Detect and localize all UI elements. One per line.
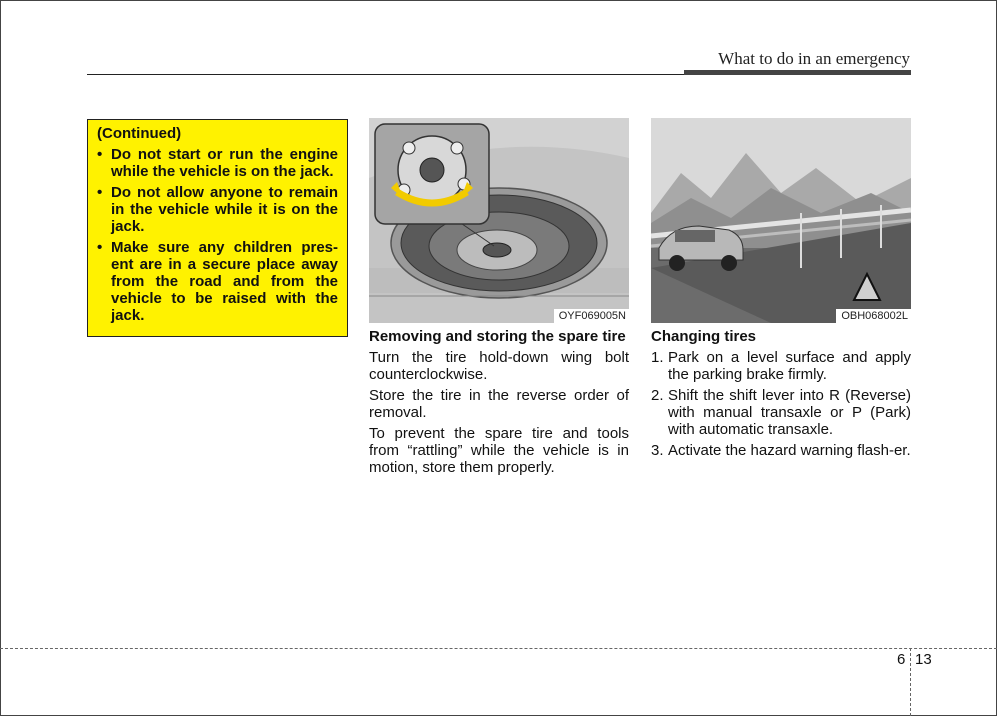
chapter-number: 6 (897, 651, 906, 668)
changing-tires-section (651, 328, 911, 463)
spare-tire-illustration (369, 118, 629, 323)
step-number: 1. (651, 349, 664, 366)
body-paragraph: Turn the tire hold-down wing bolt counterclockwise. (369, 349, 629, 383)
continued-label: (Continued) (97, 125, 182, 142)
body-paragraph: To prevent the spare tire and tools from “rattling” while the vehicle is in motion, store them properly. (369, 425, 629, 476)
warning-bullet: • Do not allow anyone to remain in the vehicle while it is on the jack. (97, 184, 338, 235)
section-title: What to do in an emergency (718, 49, 910, 68)
step-text: Park on a level surface and apply the parking brake firmly. (668, 349, 911, 383)
spare-tire-section (369, 328, 629, 480)
step-number: 2. (651, 387, 664, 404)
step-text: Shift the shift lever into R (Reverse) with manual transaxle or P (Park) with automatic transaxle. (668, 387, 911, 438)
step-text: Activate the hazard warning flash-er. (668, 442, 911, 459)
step-item (651, 442, 911, 459)
step-item (651, 387, 911, 438)
figure-code: OBH068002L (836, 309, 911, 323)
spare-tire-figure (369, 118, 629, 323)
step-item (651, 349, 911, 383)
header-rule (87, 74, 684, 75)
section-heading: Changing tires (651, 328, 757, 345)
warning-box (87, 119, 348, 337)
car-highway-figure (651, 118, 911, 323)
footer-rule (0, 648, 997, 649)
footer-divider (910, 648, 911, 716)
figure-code: OYF069005N (554, 309, 629, 323)
warning-list (97, 146, 338, 324)
steps-list (651, 349, 911, 459)
section-heading: Removing and storing the spare tire (369, 328, 626, 345)
body-paragraph: Store the tire in the reverse order of removal. (369, 387, 629, 421)
car-highway-illustration (651, 118, 911, 323)
warning-bullet: • Make sure any children pres-ent are in a secure place away from the road and from the vehicle to be raised with the jack. (97, 239, 338, 324)
step-number: 3. (651, 442, 664, 459)
header-accent-bar (684, 70, 911, 75)
page-number: 13 (915, 651, 932, 668)
warning-bullet: • Do not start or run the engine while the vehicle is on the jack. (97, 146, 338, 180)
